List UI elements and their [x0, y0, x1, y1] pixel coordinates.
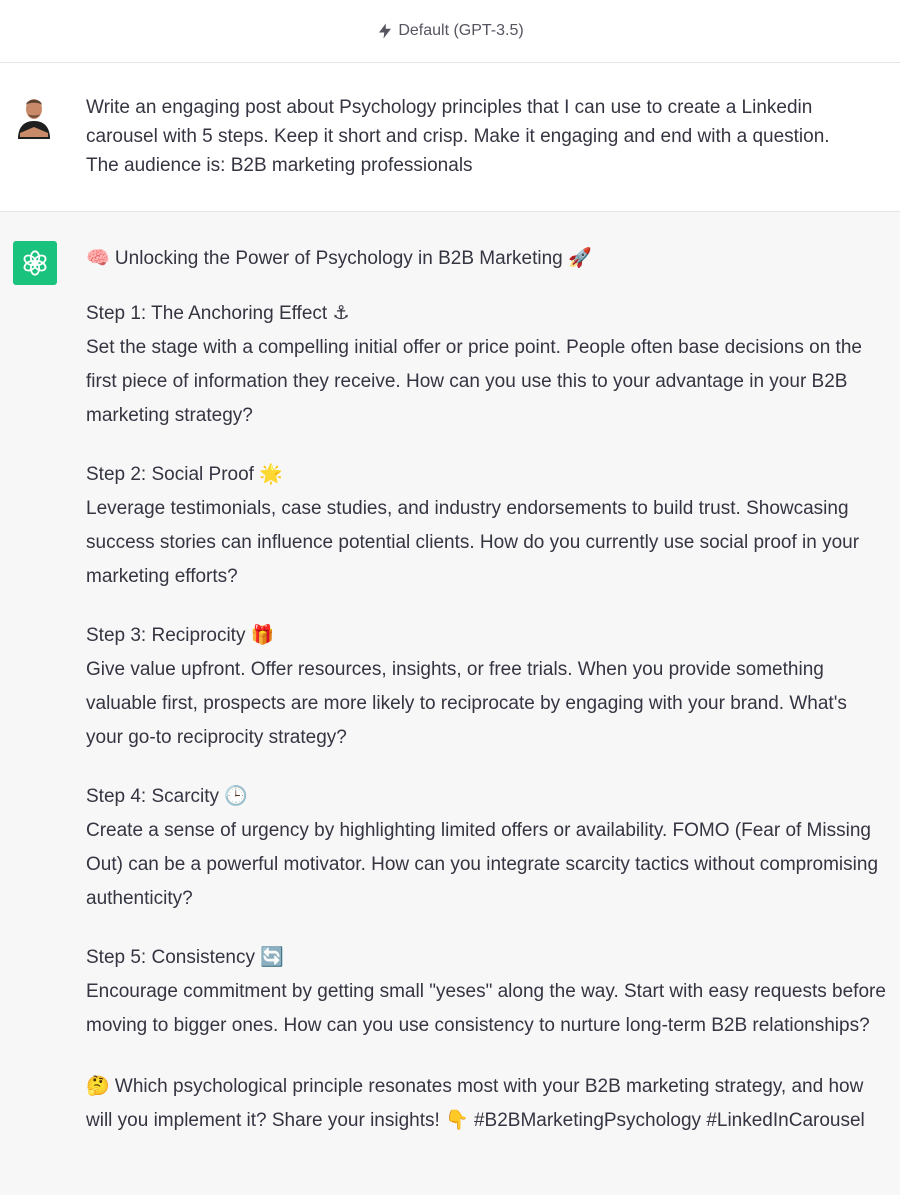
model-selector[interactable] [376, 22, 523, 40]
step-title: Step 4: Scarcity 🕒 [86, 786, 248, 807]
step-body: Leverage testimonials, case studies, and industry endorsements to build trust. Showcasing success stories can influence potential clients. How do you currently use social proof in your marketing efforts? [86, 498, 860, 587]
closing-question: 🤔 Which psychological principle resonates most with your B2B marketing strategy, and how will you implement it? Share your insights! 👇 #B2BMarketingPsychology #LinkedInCarousel [86, 1076, 865, 1131]
assistant-message [0, 212, 900, 1195]
openai-logo-icon [13, 241, 57, 285]
top-bar [0, 0, 900, 63]
step-4 [86, 782, 886, 916]
step-body: Create a sense of urgency by highlighting limited offers or availability. FOMO (Fear of Missing Out) can be a powerful motivator. How can you integrate scarcity tactics without compromising authenticity? [86, 820, 879, 909]
step-body: Give value upfront. Offer resources, insights, or free trials. When you provide something valuable first, prospects are more likely to reciprocate by engaging with your brand. What's your go-to reciprocity strategy? [86, 659, 847, 748]
step-title: Step 2: Social Proof 🌟 [86, 464, 283, 485]
step-title: Step 3: Reciprocity 🎁 [86, 625, 275, 646]
step-body: Set the stage with a compelling initial offer or price point. People often base decisions on the first piece of information they receive. How can you use this to your advantage in your B2B marketing strategy? [86, 337, 862, 426]
user-message-text: Write an engaging post about Psychology principles that I can use to create a Linkedin carousel with 5 steps. Keep it short and crisp. Make it engaging and end with a question. The audience is: B2B marketing professionals [86, 97, 830, 176]
step-title: Step 1: The Anchoring Effect ⚓ [86, 303, 350, 324]
bolt-icon [376, 22, 394, 40]
step-title: Step 5: Consistency 🔄 [86, 947, 284, 968]
user-avatar [14, 93, 54, 139]
user-message [0, 63, 900, 212]
step-5 [86, 943, 886, 1043]
assistant-message-content [86, 244, 886, 1138]
step-2 [86, 460, 886, 594]
model-label: Default (GPT-3.5) [398, 22, 524, 39]
step-3 [86, 621, 886, 755]
response-heading: 🧠 Unlocking the Power of Psychology in B2B Marketing 🚀 [86, 248, 592, 269]
step-1 [86, 299, 886, 433]
step-body: Encourage commitment by getting small "yeses" along the way. Start with easy requests before moving to bigger ones. How can you use consistency to nurture long-term B2B relationships? [86, 981, 886, 1036]
